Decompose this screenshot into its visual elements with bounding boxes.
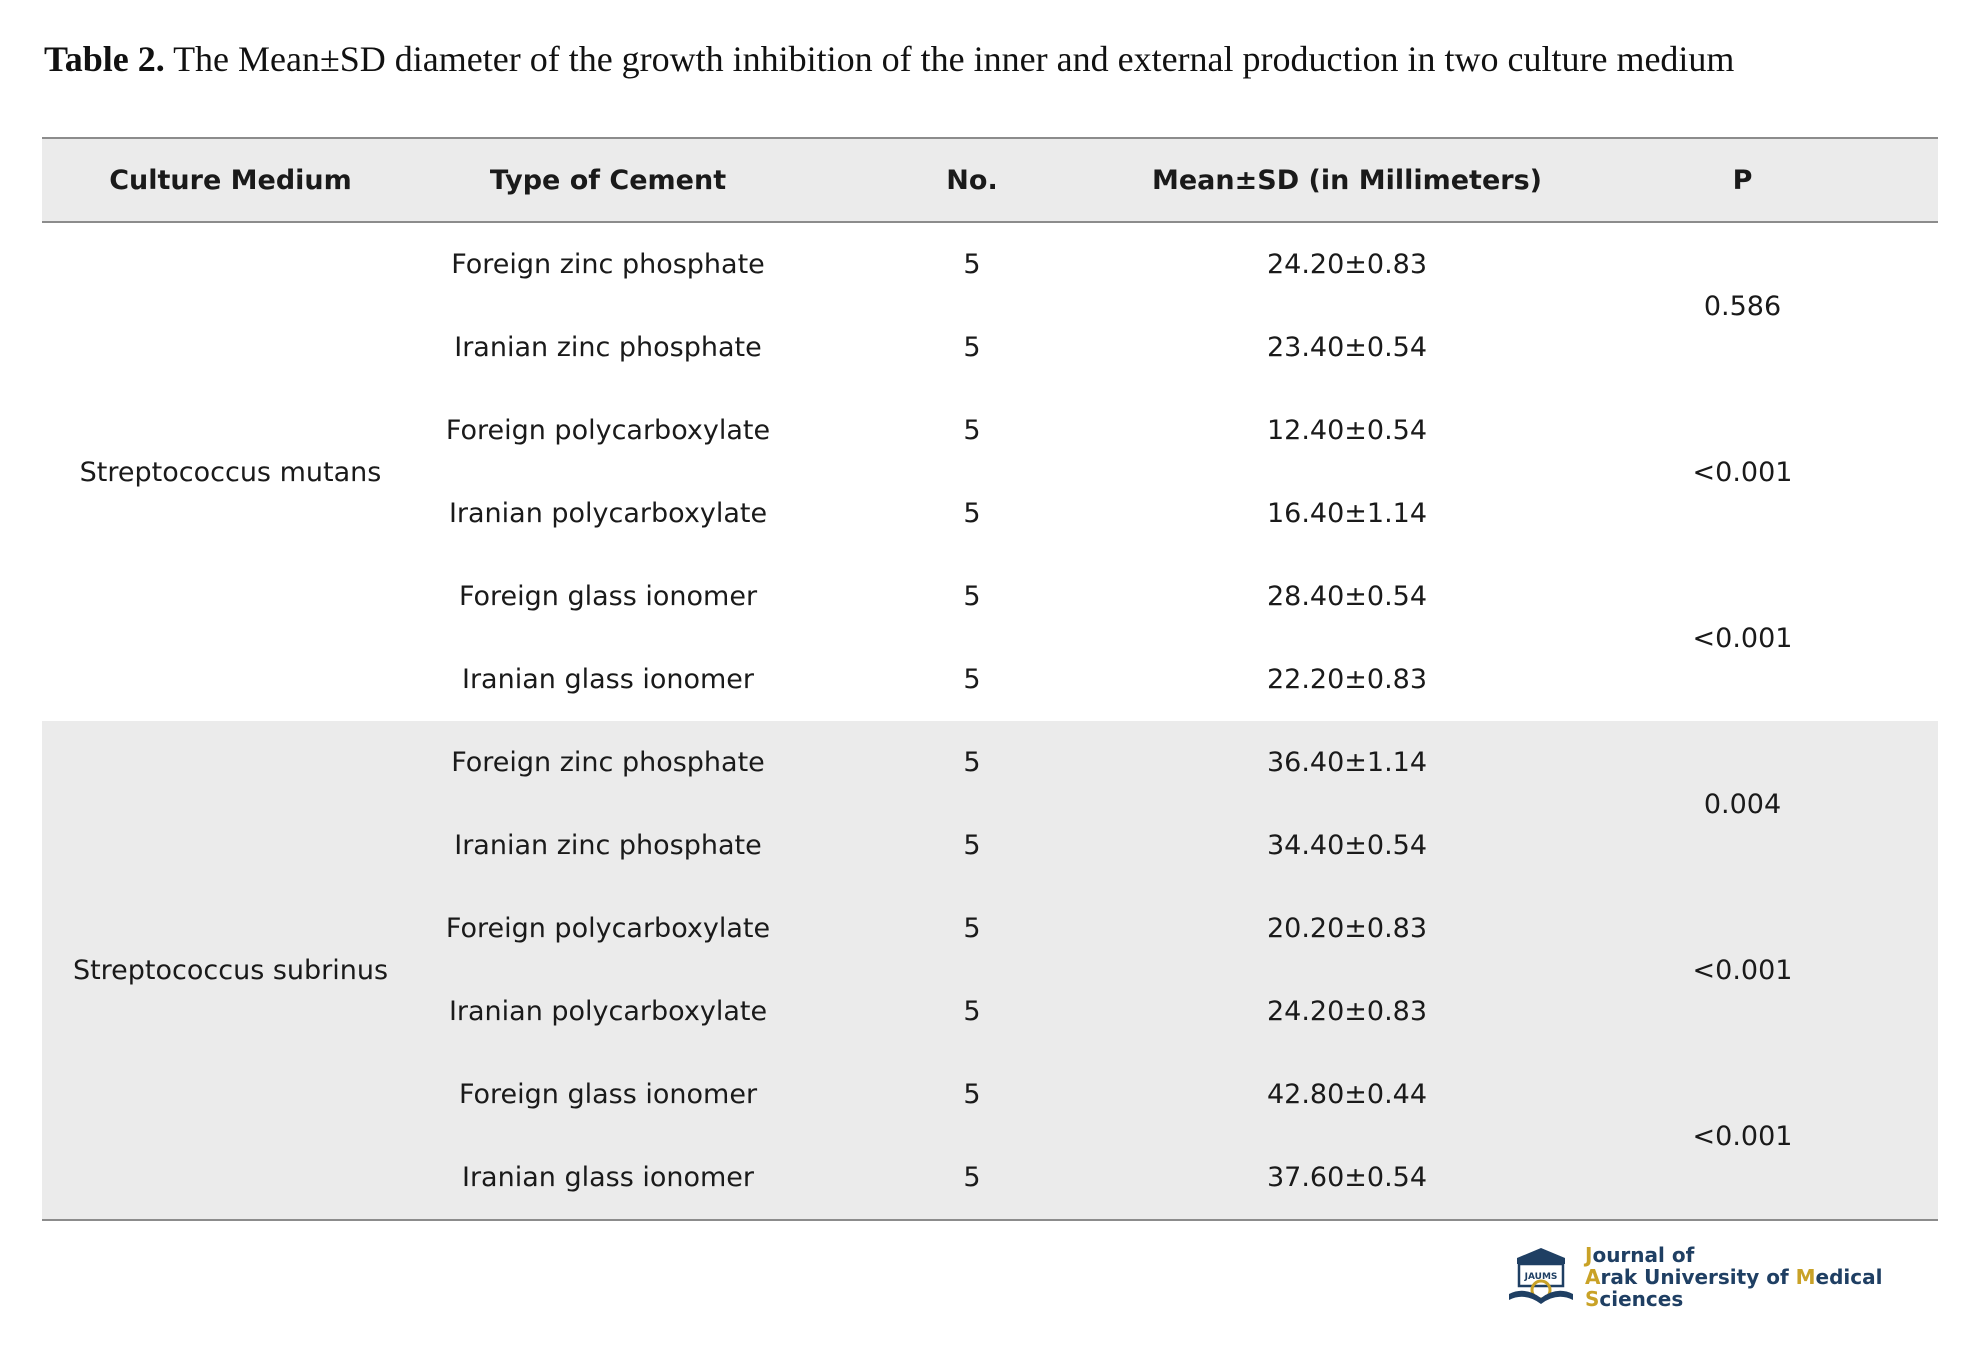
cement-cell: Iranian zinc phosphate: [419, 804, 797, 887]
p-value-cell: <0.001: [1692, 456, 1793, 488]
header-p: P: [1547, 138, 1938, 222]
journal-name: [1585, 1244, 1945, 1310]
cement-cell: Foreign zinc phosphate: [419, 721, 797, 804]
mean-cell: 24.20±0.83: [1147, 970, 1547, 1053]
journal-name-line2: [1585, 1266, 1945, 1310]
mean-cell: 37.60±0.54: [1147, 1136, 1547, 1220]
journal-name-line1: [1585, 1244, 1945, 1266]
mean-cell: 34.40±0.54: [1147, 804, 1547, 887]
culture-medium-cell: Streptococcus mutans: [79, 456, 382, 488]
mean-cell: 20.20±0.83: [1147, 887, 1547, 970]
table-caption: [44, 38, 1944, 80]
logo-text-edical: edical: [1815, 1265, 1883, 1289]
table-header-row: [42, 138, 1938, 222]
logo-accent-s: S: [1585, 1287, 1600, 1311]
no-cell: 5: [797, 721, 1147, 804]
logo-accent-a: A: [1585, 1265, 1601, 1289]
header-type-of-cement: Type of Cement: [419, 138, 797, 222]
cement-cell: Foreign glass ionomer: [458, 581, 758, 612]
mean-cell: 16.40±1.14: [1266, 498, 1428, 529]
journal-emblem-icon: [1505, 1246, 1577, 1308]
no-cell: 5: [797, 1136, 1147, 1220]
cement-cell: Iranian glass ionomer: [419, 1136, 797, 1220]
p-value-cell: 0.004: [1547, 721, 1938, 887]
header-mean-sd: Mean±SD (in Millimeters): [1147, 138, 1547, 222]
results-table: [42, 137, 1938, 1221]
no-cell: 5: [797, 804, 1147, 887]
cement-cell: Iranian polycarboxylate: [448, 498, 768, 529]
no-cell: 5: [797, 887, 1147, 970]
emblem-text: JAUMS: [1524, 1272, 1558, 1282]
p-value-cell: 0.586: [1703, 290, 1782, 322]
no-cell: 5: [797, 1053, 1147, 1136]
no-cell: 5: [963, 498, 981, 529]
logo-text-ciences: ciences: [1599, 1287, 1684, 1311]
logo-accent-m: M: [1795, 1265, 1816, 1289]
cement-cell: Iranian zinc phosphate: [454, 332, 762, 363]
logo-text-journal-of: ournal of: [1592, 1243, 1695, 1267]
header-culture-medium: Culture Medium: [42, 138, 419, 222]
no-cell: 5: [963, 415, 981, 446]
no-cell: 5: [797, 970, 1147, 1053]
logo-text-rak: rak University of: [1600, 1265, 1796, 1289]
p-value-cell: <0.001: [1547, 887, 1938, 1053]
cement-cell: Foreign polycarboxylate: [419, 887, 797, 970]
mean-cell: 42.80±0.44: [1147, 1053, 1547, 1136]
culture-medium-cell: Streptococcus subrinus: [42, 721, 419, 1220]
p-value-cell: <0.001: [1547, 1053, 1938, 1220]
cement-cell: Iranian glass ionomer: [461, 664, 755, 695]
cement-cell: Foreign polycarboxylate: [445, 415, 771, 446]
p-value-cell: <0.001: [1692, 622, 1793, 654]
caption-text: The Mean±SD diameter of the growth inhibition of the inner and external production in two culture medium: [164, 39, 1735, 79]
mean-cell: 23.40±0.54: [1266, 332, 1428, 363]
table-row: [42, 721, 1938, 804]
mean-cell: 12.40±0.54: [1266, 415, 1428, 446]
cement-cell: Iranian polycarboxylate: [419, 970, 797, 1053]
journal-logo: [1505, 1243, 1945, 1311]
no-cell: 5: [963, 664, 981, 695]
mean-cell: 28.40±0.54: [1266, 581, 1428, 612]
logo-accent-j: J: [1585, 1243, 1593, 1267]
cement-cell: Foreign zinc phosphate: [451, 249, 765, 280]
cement-cell: Foreign glass ionomer: [419, 1053, 797, 1136]
mean-cell: 24.20±0.83: [1266, 249, 1428, 280]
no-cell: 5: [963, 581, 981, 612]
header-no: No.: [797, 138, 1147, 222]
caption-label: Table 2.: [44, 39, 165, 79]
table-row: [42, 222, 1938, 306]
no-cell: 5: [963, 332, 981, 363]
mean-cell: 22.20±0.83: [1266, 664, 1428, 695]
no-cell: 5: [963, 249, 981, 280]
mean-cell: 36.40±1.14: [1147, 721, 1547, 804]
